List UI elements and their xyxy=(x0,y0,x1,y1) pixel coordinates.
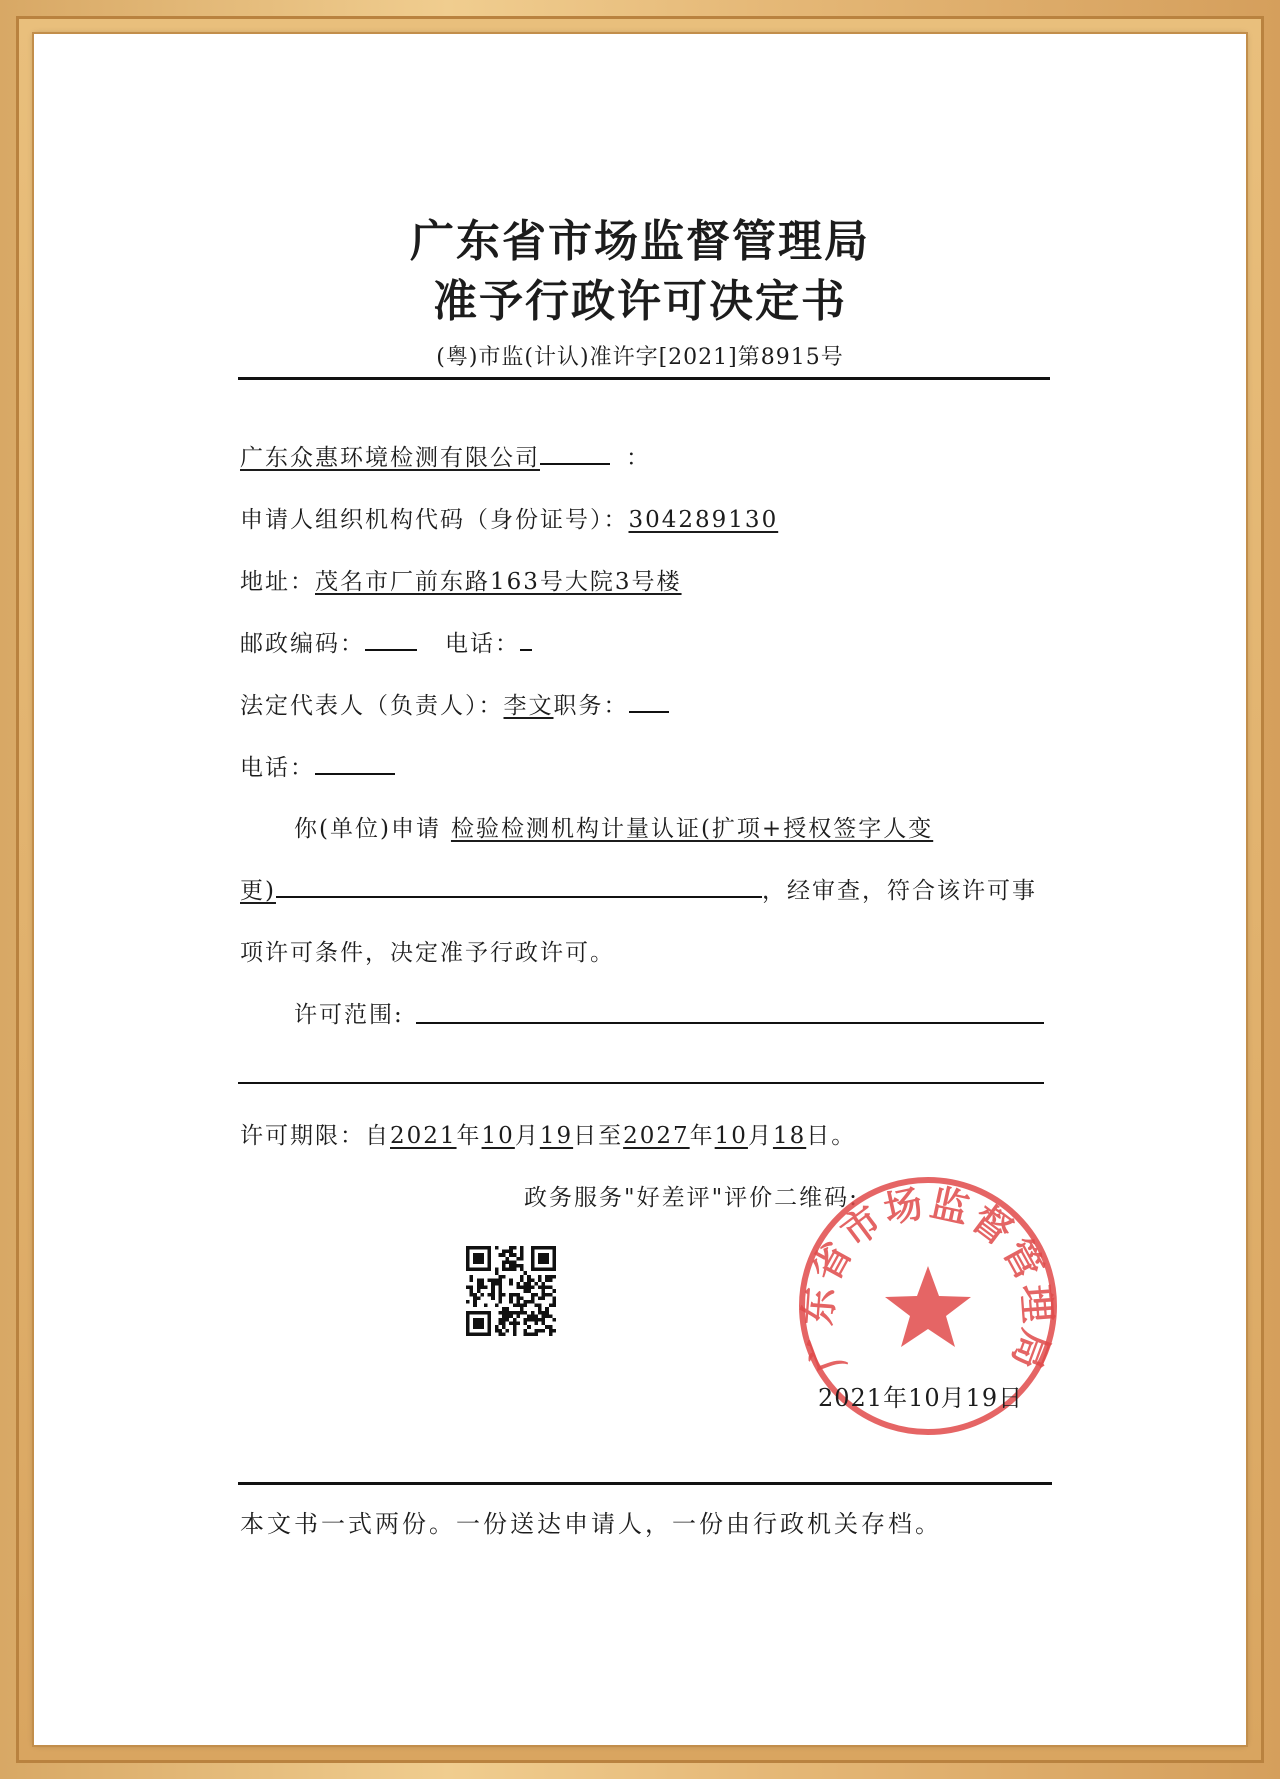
qr-module xyxy=(495,1329,499,1333)
org-code-value: 304289130 xyxy=(628,507,779,533)
postal-blank xyxy=(365,627,417,651)
qr-module xyxy=(520,1286,524,1290)
qr-module xyxy=(509,1296,513,1300)
qr-module xyxy=(516,1300,520,1304)
qr-module xyxy=(477,1289,481,1293)
qr-module xyxy=(502,1318,506,1322)
address-line xyxy=(240,563,682,596)
qr-finder-top-left xyxy=(466,1246,491,1271)
qr-module xyxy=(498,1311,502,1315)
qr-module xyxy=(516,1322,520,1326)
qr-module xyxy=(509,1300,513,1304)
qr-module xyxy=(531,1286,535,1290)
document-number: (粤)市监(计认)准许字[2021]第8915号 xyxy=(436,345,844,370)
qr-module xyxy=(545,1278,549,1282)
qr-module xyxy=(473,1300,477,1304)
qr-module xyxy=(488,1278,492,1282)
qr-module xyxy=(488,1293,492,1297)
qr-module xyxy=(549,1332,553,1336)
qr-module xyxy=(538,1318,542,1322)
qr-module xyxy=(470,1278,474,1282)
qr-module xyxy=(534,1282,538,1286)
company-blank xyxy=(540,441,610,465)
qr-module xyxy=(480,1282,484,1286)
qr-module xyxy=(520,1257,524,1261)
position-blank xyxy=(629,689,669,713)
qr-module xyxy=(513,1311,517,1315)
qr-module xyxy=(477,1296,481,1300)
qr-module xyxy=(524,1304,528,1308)
phone-blank xyxy=(520,627,532,651)
qr-module xyxy=(491,1282,495,1286)
validity-end-year: 2027 xyxy=(623,1123,690,1149)
qr-module xyxy=(516,1314,520,1318)
qr-module xyxy=(502,1260,506,1264)
qr-module xyxy=(549,1304,553,1308)
validity-month-char-2: 月 xyxy=(747,1123,773,1149)
stamp-star-icon xyxy=(885,1266,971,1347)
qr-module xyxy=(549,1329,553,1333)
qr-module xyxy=(509,1311,513,1315)
apply-suffix: ，经审查，符合该许可事 xyxy=(761,878,1037,904)
qr-module xyxy=(520,1250,524,1254)
qr-module xyxy=(506,1314,510,1318)
applicant-company-line xyxy=(240,439,651,472)
qr-module xyxy=(498,1300,502,1304)
scope-line xyxy=(294,996,404,1029)
apply-item-2: 更) xyxy=(240,878,276,904)
qr-module xyxy=(491,1296,495,1300)
qr-module xyxy=(513,1322,517,1326)
qr-module xyxy=(470,1289,474,1293)
qr-module xyxy=(534,1332,538,1336)
qr-module xyxy=(516,1304,520,1308)
qr-module xyxy=(513,1325,517,1329)
company-name: 广东众惠环境检测有限公司 xyxy=(240,445,540,471)
qr-module xyxy=(545,1314,549,1318)
legal-rep-label: 法定代表人（负责人）： xyxy=(240,693,504,719)
qr-module xyxy=(520,1307,524,1311)
legal-rep-value: 李文 xyxy=(503,693,554,719)
qr-module xyxy=(498,1296,502,1300)
qr-module xyxy=(516,1257,520,1261)
qr-module xyxy=(509,1314,513,1318)
qr-module xyxy=(513,1332,517,1336)
validity-month-char-1: 月 xyxy=(514,1123,540,1149)
postal-phone-line xyxy=(240,625,532,658)
qr-module xyxy=(502,1307,506,1311)
qr-module xyxy=(477,1278,481,1282)
qr-module xyxy=(534,1314,538,1318)
phone-label: 电话： xyxy=(445,631,520,657)
qr-module xyxy=(534,1329,538,1333)
qr-module xyxy=(524,1332,528,1336)
qr-module xyxy=(552,1300,556,1304)
qr-module xyxy=(552,1329,556,1333)
qr-module xyxy=(520,1253,524,1257)
qr-module xyxy=(516,1282,520,1286)
scope-label: 许可范围: xyxy=(294,1002,404,1028)
qr-module xyxy=(542,1296,546,1300)
qr-module xyxy=(498,1278,502,1282)
qr-module xyxy=(513,1260,517,1264)
qr-module xyxy=(502,1322,506,1326)
qr-module xyxy=(498,1322,502,1326)
qr-module xyxy=(552,1304,556,1308)
postal-label: 邮政编码： xyxy=(240,631,365,657)
qr-module xyxy=(470,1286,474,1290)
qr-module xyxy=(495,1246,499,1250)
document-title-line-2: 准予行政许可决定书 xyxy=(433,276,847,327)
qr-module xyxy=(542,1286,546,1290)
qr-module xyxy=(498,1293,502,1297)
validity-day-char-2: 日。 xyxy=(806,1123,857,1149)
qr-module xyxy=(524,1318,528,1322)
qr-module xyxy=(506,1329,510,1333)
header-rule xyxy=(238,377,1050,380)
qr-module xyxy=(502,1264,506,1268)
qr-module xyxy=(520,1264,524,1268)
qr-module xyxy=(509,1293,513,1297)
qr-module xyxy=(542,1282,546,1286)
qr-module xyxy=(513,1304,517,1308)
qr-module xyxy=(480,1278,484,1282)
qr-module xyxy=(498,1286,502,1290)
company-colon: ： xyxy=(626,445,651,471)
validity-year-char-2: 年 xyxy=(689,1123,715,1149)
qr-module xyxy=(509,1282,513,1286)
qr-module xyxy=(527,1282,531,1286)
qr-module xyxy=(495,1268,499,1272)
scope-blank-2 xyxy=(238,1082,1044,1084)
validity-end-month: 10 xyxy=(714,1123,748,1149)
apply-prefix: 你(单位)申请 xyxy=(294,816,441,842)
qr-module xyxy=(531,1293,535,1297)
qr-module xyxy=(495,1325,499,1329)
qr-module xyxy=(552,1296,556,1300)
qr-module xyxy=(545,1275,549,1279)
qr-module xyxy=(538,1296,542,1300)
qr-module xyxy=(527,1286,531,1290)
qr-module xyxy=(509,1260,513,1264)
qr-module xyxy=(513,1253,517,1257)
qr-module xyxy=(538,1329,542,1333)
qr-module xyxy=(513,1329,517,1333)
qr-module xyxy=(516,1296,520,1300)
qr-module xyxy=(498,1318,502,1322)
qr-module xyxy=(477,1286,481,1290)
qr-module xyxy=(520,1296,524,1300)
qr-module xyxy=(545,1311,549,1315)
validity-year-char-1: 年 xyxy=(456,1123,482,1149)
qr-module xyxy=(498,1275,502,1279)
qr-module xyxy=(524,1282,528,1286)
qr-module xyxy=(531,1332,535,1336)
qr-module xyxy=(542,1311,546,1315)
qr-module xyxy=(470,1293,474,1297)
qr-module xyxy=(502,1293,506,1297)
qr-module xyxy=(509,1322,513,1326)
qr-module xyxy=(549,1275,553,1279)
qr-module xyxy=(520,1304,524,1308)
qr-module xyxy=(527,1300,531,1304)
qr-module xyxy=(542,1329,546,1333)
qr-module xyxy=(506,1268,510,1272)
qr-module xyxy=(498,1332,502,1336)
qr-module xyxy=(545,1286,549,1290)
qr-module xyxy=(534,1322,538,1326)
qr-module xyxy=(506,1257,510,1261)
qr-module xyxy=(502,1325,506,1329)
qr-module xyxy=(538,1307,542,1311)
qr-module xyxy=(527,1325,531,1329)
validity-start-day: 19 xyxy=(539,1123,574,1149)
qr-module xyxy=(466,1286,470,1290)
qr-module xyxy=(484,1286,488,1290)
qr-module xyxy=(495,1304,499,1308)
validity-day-char-1: 日至 xyxy=(573,1123,624,1149)
qr-module xyxy=(520,1278,524,1282)
address-value: 茂名市厂前东路163号大院3号楼 xyxy=(315,569,682,595)
qr-module xyxy=(531,1314,535,1318)
apply-item-1: 检验检测机构计量认证(扩项+授权签字人变 xyxy=(450,816,934,842)
qr-module xyxy=(466,1300,470,1304)
qr-module xyxy=(538,1275,542,1279)
qr-module xyxy=(549,1314,553,1318)
qr-module xyxy=(524,1322,528,1326)
qr-module xyxy=(498,1329,502,1333)
qr-module xyxy=(542,1322,546,1326)
qr-module xyxy=(513,1268,517,1272)
qr-module xyxy=(531,1311,535,1315)
org-code-label: 申请人组织机构代码（身份证号）： xyxy=(240,507,629,533)
footer-note: 本文书一式两份。一份送达申请人，一份由行政机关存档。 xyxy=(240,1510,942,1538)
qr-module xyxy=(545,1325,549,1329)
qr-module xyxy=(531,1296,535,1300)
validity-end-day: 18 xyxy=(772,1123,807,1149)
qr-module xyxy=(531,1318,535,1322)
qr-module xyxy=(520,1246,524,1250)
position-label: 职务： xyxy=(553,693,629,719)
qr-module xyxy=(524,1286,528,1290)
qr-module xyxy=(524,1300,528,1304)
qr-module xyxy=(545,1307,549,1311)
qr-module xyxy=(506,1318,510,1322)
qr-module xyxy=(491,1289,495,1293)
footer-rule xyxy=(238,1482,1052,1485)
qr-finder-bottom-left xyxy=(466,1311,491,1336)
qr-module xyxy=(534,1293,538,1297)
qr-module xyxy=(549,1325,553,1329)
qr-module xyxy=(538,1304,542,1308)
qr-module xyxy=(473,1296,477,1300)
qr-module xyxy=(534,1318,538,1322)
qr-module xyxy=(502,1332,506,1336)
qr-module xyxy=(527,1289,531,1293)
qr-module xyxy=(513,1264,517,1268)
qr-module xyxy=(495,1282,499,1286)
qr-module xyxy=(531,1278,535,1282)
qr-finder-top-right xyxy=(531,1246,556,1271)
qr-module xyxy=(520,1268,524,1272)
qr-module xyxy=(524,1329,528,1333)
validity-line xyxy=(240,1117,856,1150)
qr-module xyxy=(527,1275,531,1279)
qr-module xyxy=(513,1318,517,1322)
qr-module xyxy=(524,1289,528,1293)
qr-module xyxy=(527,1278,531,1282)
qr-module xyxy=(524,1271,528,1275)
qr-module xyxy=(516,1264,520,1268)
qr-module xyxy=(520,1311,524,1315)
qr-module xyxy=(480,1293,484,1297)
address-label: 地址： xyxy=(240,569,315,595)
qr-module xyxy=(477,1282,481,1286)
qr-module xyxy=(506,1311,510,1315)
qr-module xyxy=(480,1286,484,1290)
qr-module xyxy=(502,1268,506,1272)
qr-module xyxy=(509,1253,513,1257)
apply-line-3: 项许可条件，决定准予行政许可。 xyxy=(240,940,615,966)
qr-module xyxy=(549,1278,553,1282)
issue-date: 2021年10月19日 xyxy=(818,1384,1024,1412)
qr-module xyxy=(527,1318,531,1322)
qr-module xyxy=(545,1293,549,1297)
qr-module xyxy=(473,1304,477,1308)
qr-module xyxy=(502,1275,506,1279)
qr-module xyxy=(491,1278,495,1282)
validity-start-month: 10 xyxy=(481,1123,515,1149)
qr-module xyxy=(513,1293,517,1297)
qr-module xyxy=(524,1311,528,1315)
phone2-label: 电话： xyxy=(240,755,315,781)
evaluation-qr-code[interactable] xyxy=(466,1246,556,1336)
qr-module xyxy=(509,1278,513,1282)
qr-module xyxy=(552,1318,556,1322)
qr-module xyxy=(502,1311,506,1315)
qr-module xyxy=(491,1286,495,1290)
qr-module xyxy=(506,1250,510,1254)
qr-module xyxy=(509,1268,513,1272)
qr-module xyxy=(542,1314,546,1318)
qr-module xyxy=(538,1278,542,1282)
qr-module xyxy=(509,1264,513,1268)
qr-module xyxy=(498,1253,502,1257)
qr-module xyxy=(531,1300,535,1304)
qr-module xyxy=(527,1314,531,1318)
qr-module xyxy=(506,1307,510,1311)
qr-module xyxy=(516,1293,520,1297)
qr-module xyxy=(549,1293,553,1297)
qr-module xyxy=(502,1250,506,1254)
qr-module xyxy=(552,1289,556,1293)
qr-module xyxy=(549,1286,553,1290)
stamp-arc-text: 广东省市场监督管理局 xyxy=(794,1179,1062,1379)
validity-start-year: 2021 xyxy=(390,1123,457,1149)
qr-module xyxy=(542,1293,546,1297)
qr-module xyxy=(495,1271,499,1275)
phone2-line xyxy=(240,749,395,782)
qr-module xyxy=(509,1246,513,1250)
qr-module xyxy=(527,1332,531,1336)
qr-module xyxy=(552,1275,556,1279)
org-code-line xyxy=(240,501,778,534)
qr-module xyxy=(538,1311,542,1315)
phone2-blank xyxy=(315,751,395,775)
qr-module xyxy=(542,1289,546,1293)
document-title-line-1: 广东省市场监督管理局 xyxy=(410,216,870,267)
qr-module xyxy=(473,1293,477,1297)
scope-blank-1 xyxy=(416,1022,1044,1024)
qr-label: 政务服务"好差评"评价二维码: xyxy=(524,1185,859,1211)
qr-module xyxy=(534,1304,538,1308)
legal-rep-line xyxy=(240,687,669,720)
qr-module xyxy=(484,1304,488,1308)
apply-line-2 xyxy=(240,872,1037,905)
qr-module xyxy=(513,1246,517,1250)
apply-line-1 xyxy=(294,810,933,843)
qr-module xyxy=(516,1311,520,1315)
qr-module xyxy=(491,1293,495,1297)
qr-module xyxy=(498,1282,502,1286)
qr-module xyxy=(495,1278,499,1282)
qr-module xyxy=(538,1286,542,1290)
qr-module xyxy=(502,1253,506,1257)
qr-module xyxy=(502,1314,506,1318)
qr-module xyxy=(509,1250,513,1254)
qr-module xyxy=(542,1318,546,1322)
apply-blank xyxy=(276,874,762,898)
qr-module xyxy=(498,1289,502,1293)
qr-module xyxy=(516,1286,520,1290)
qr-module xyxy=(520,1275,524,1279)
qr-module xyxy=(470,1275,474,1279)
qr-module xyxy=(506,1260,510,1264)
validity-label: 许可期限：自 xyxy=(240,1123,390,1149)
